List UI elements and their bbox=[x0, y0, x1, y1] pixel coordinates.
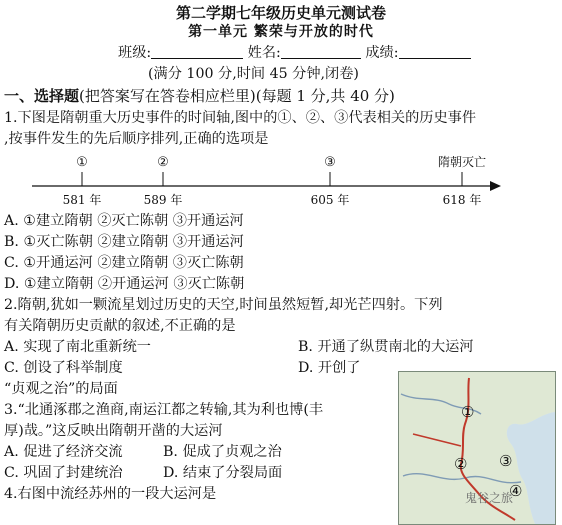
score-label: 成绩: bbox=[365, 45, 399, 61]
map-label-3: ③ bbox=[499, 452, 513, 470]
section-name: 选择题 bbox=[34, 87, 80, 105]
q2-option-d[interactable]: D. 开创了 bbox=[298, 360, 361, 376]
q3-option-b[interactable]: B. 促成了贞观之治 bbox=[163, 444, 282, 460]
map-label-1: ① bbox=[461, 403, 475, 421]
q1-option-a[interactable]: A. ①建立隋朝 ②灭亡陈朝 ③开通运河 bbox=[4, 213, 244, 229]
score-blank[interactable] bbox=[399, 44, 471, 59]
q2-option-d-continued: “贞观之治”的局面 bbox=[4, 381, 118, 397]
section-number: 一、 bbox=[4, 87, 35, 105]
exam-note: (满分 100 分,时间 45 分钟,闭卷) bbox=[148, 66, 359, 82]
q2-stem-line2: 有关隋朝历史贡献的叙述,不正确的是 bbox=[4, 318, 236, 334]
unit-subtitle: 第一单元 繁荣与开放的时代 bbox=[188, 24, 374, 40]
q3-option-a[interactable]: A. 促进了经济交流 bbox=[4, 444, 123, 460]
year-605: 605 年 bbox=[310, 193, 350, 207]
q2-option-a[interactable]: A. 实现了南北重新统一 bbox=[4, 339, 151, 355]
q3-option-c[interactable]: C. 巩固了封建统治 bbox=[4, 465, 123, 481]
q1-stem-line1: 1.下图是隋朝重大历史事件的时间轴,图中的①、②、③代表相关的历史事件 bbox=[4, 110, 477, 126]
q1-option-d[interactable]: D. ①建立隋朝 ②开通运河 ③灭亡陈朝 bbox=[4, 276, 245, 292]
class-label: 班级: bbox=[118, 45, 152, 61]
page-title: 第二学期七年级历史单元测试卷 bbox=[175, 4, 386, 22]
map-label-4: ④ bbox=[509, 482, 523, 500]
marker-sui-fall: 隋朝灭亡 bbox=[437, 155, 487, 169]
class-blank[interactable] bbox=[151, 44, 243, 59]
name-blank[interactable] bbox=[281, 44, 361, 59]
q4-stem: 4.右图中流经苏州的一段大运河是 bbox=[4, 486, 217, 502]
q2-stem-line1: 2.隋朝,犹如一颗流星划过历史的天空,时间虽然短暂,却光芒四射。下列 bbox=[4, 297, 443, 313]
q1-stem-line2: ,按事件发生的先后顺序排列,正确的选项是 bbox=[4, 131, 269, 147]
map-label-2: ② bbox=[454, 455, 468, 473]
q1-option-c[interactable]: C. ①开通运河 ②建立隋朝 ③灭亡陈朝 bbox=[4, 255, 244, 271]
q3-stem-line2: 厚)哉。”这反映出隋朝开凿的大运河 bbox=[4, 423, 223, 439]
q2-option-c[interactable]: C. 创设了科举制度 bbox=[4, 360, 123, 376]
timeline-arrow-icon bbox=[490, 181, 501, 191]
year-618: 618 年 bbox=[442, 193, 482, 207]
section-desc: (把答案写在答卷相应栏里)(每题 1 分,共 40 分) bbox=[79, 87, 395, 105]
q1-option-b[interactable]: B. ①灭亡陈朝 ②建立隋朝 ③开通运河 bbox=[4, 234, 244, 250]
watermark-text: 鬼谷之旅 bbox=[465, 491, 514, 505]
q2-option-b[interactable]: B. 开通了纵贯南北的大运河 bbox=[298, 339, 474, 355]
marker-3: ③ bbox=[324, 155, 336, 170]
q3-option-d[interactable]: D. 结束了分裂局面 bbox=[163, 465, 283, 481]
student-info-row bbox=[118, 42, 471, 62]
name-label: 姓名: bbox=[247, 45, 281, 61]
year-589: 589 年 bbox=[143, 193, 183, 207]
marker-1: ① bbox=[76, 155, 88, 170]
q1-timeline bbox=[0, 148, 562, 210]
section-heading bbox=[4, 85, 395, 106]
marker-2: ② bbox=[157, 155, 169, 170]
year-581: 581 年 bbox=[62, 193, 102, 207]
q3-stem-line1: 3.“北通涿郡之渔商,南运江都之转输,其为利也博(丰 bbox=[4, 402, 324, 418]
